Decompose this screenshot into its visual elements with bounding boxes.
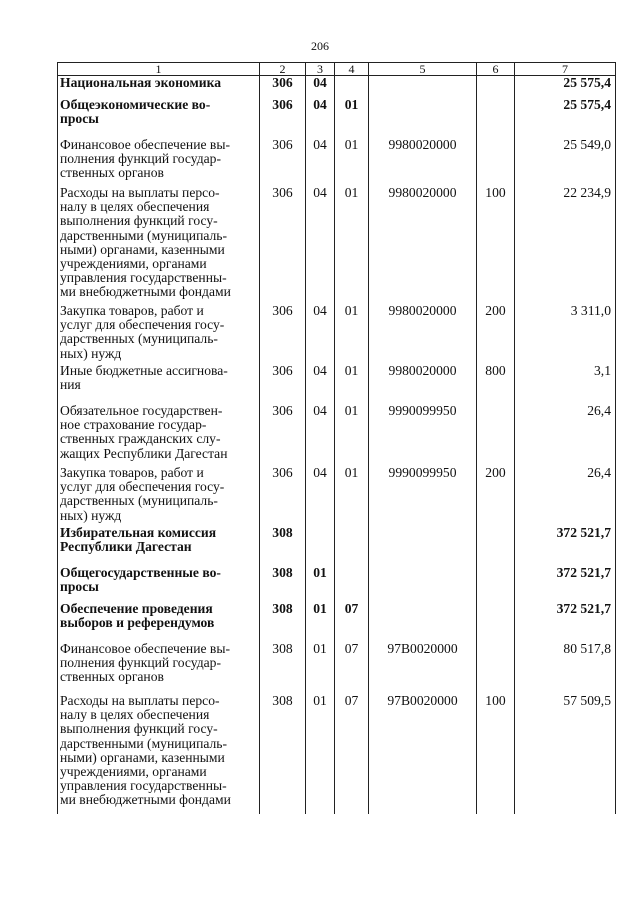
cell-expense-type: 100 — [477, 694, 515, 814]
cell-amount: 80 517,8 — [515, 642, 616, 694]
cell-name: Обязательное государствен- ное страхование государ- ственных гражданских слу- жащих Республики Дагестан — [58, 404, 260, 466]
cell-amount: 25 575,4 — [515, 76, 616, 99]
cell-expense-type — [477, 404, 515, 466]
header-col-2: 2 — [260, 63, 306, 76]
cell-subsection — [335, 526, 369, 566]
table-row — [58, 466, 616, 526]
cell-section — [306, 526, 335, 566]
budget-table — [57, 62, 616, 814]
cell-amount: 26,4 — [515, 466, 616, 526]
cell-section: 04 — [306, 186, 335, 304]
header-col-1: 1 — [58, 63, 260, 76]
cell-amount: 22 234,9 — [515, 186, 616, 304]
cell-subsection: 07 — [335, 642, 369, 694]
cell-expense-type — [477, 602, 515, 642]
cell-expense-type — [477, 98, 515, 138]
cell-section: 04 — [306, 404, 335, 466]
cell-amount: 26,4 — [515, 404, 616, 466]
cell-expense-type — [477, 76, 515, 99]
cell-name: Закупка товаров, работ и услуг для обеспечения госу- дарственных (муниципаль- ных) нужд — [58, 304, 260, 364]
cell-amount: 57 509,5 — [515, 694, 616, 814]
cell-amount: 372 521,7 — [515, 566, 616, 602]
cell-administrator: 308 — [260, 526, 306, 566]
cell-amount: 372 521,7 — [515, 602, 616, 642]
cell-administrator: 306 — [260, 138, 306, 186]
cell-subsection: 07 — [335, 694, 369, 814]
cell-name: Расходы на выплаты персо- налу в целях обеспечения выполнения функций госу- дарственными (муниципаль- ными) органами, казенными учреждениями, органами управления государственны- ми внебюджетными фондами — [58, 186, 260, 304]
cell-amount: 372 521,7 — [515, 526, 616, 566]
table-row — [58, 642, 616, 694]
cell-section: 01 — [306, 642, 335, 694]
cell-target-article: 9980020000 — [369, 186, 477, 304]
table-row — [58, 304, 616, 364]
cell-subsection — [335, 566, 369, 602]
cell-administrator: 306 — [260, 304, 306, 364]
cell-subsection: 01 — [335, 304, 369, 364]
cell-name: Закупка товаров, работ и услуг для обеспечения госу- дарственных (муниципаль- ных) нужд — [58, 466, 260, 526]
cell-expense-type: 800 — [477, 364, 515, 404]
cell-administrator: 308 — [260, 642, 306, 694]
table-row — [58, 404, 616, 466]
cell-administrator: 308 — [260, 566, 306, 602]
cell-section: 04 — [306, 76, 335, 99]
table-row — [58, 76, 616, 99]
cell-administrator: 306 — [260, 466, 306, 526]
cell-subsection: 01 — [335, 138, 369, 186]
cell-amount: 3 311,0 — [515, 304, 616, 364]
header-col-7: 7 — [515, 63, 616, 76]
cell-name: Финансовое обеспечение вы- полнения функций государ- ственных органов — [58, 138, 260, 186]
cell-amount: 25 549,0 — [515, 138, 616, 186]
cell-name: Финансовое обеспечение вы- полнения функций государ- ственных органов — [58, 642, 260, 694]
cell-administrator: 308 — [260, 694, 306, 814]
cell-target-article: 9980020000 — [369, 304, 477, 364]
cell-expense-type — [477, 642, 515, 694]
cell-section: 04 — [306, 304, 335, 364]
cell-expense-type — [477, 526, 515, 566]
table-row — [58, 566, 616, 602]
cell-expense-type: 200 — [477, 304, 515, 364]
table-row — [58, 526, 616, 566]
header-col-3: 3 — [306, 63, 335, 76]
cell-target-article — [369, 566, 477, 602]
table-row — [58, 694, 616, 814]
cell-name: Обеспечение проведения выборов и референдумов — [58, 602, 260, 642]
cell-target-article — [369, 526, 477, 566]
cell-target-article — [369, 98, 477, 138]
page-number: 206 — [311, 39, 329, 53]
cell-administrator: 306 — [260, 98, 306, 138]
cell-target-article — [369, 602, 477, 642]
cell-target-article: 9990099950 — [369, 404, 477, 466]
cell-target-article: 97В0020000 — [369, 642, 477, 694]
cell-subsection — [335, 76, 369, 99]
cell-administrator: 306 — [260, 76, 306, 99]
cell-amount: 3,1 — [515, 364, 616, 404]
cell-section: 04 — [306, 466, 335, 526]
cell-name: Иные бюджетные ассигнова- ния — [58, 364, 260, 404]
cell-target-article: 9980020000 — [369, 364, 477, 404]
header-col-5: 5 — [369, 63, 477, 76]
cell-target-article: 97В0020000 — [369, 694, 477, 814]
cell-administrator: 306 — [260, 364, 306, 404]
cell-name: Общегосударственные во- просы — [58, 566, 260, 602]
cell-section: 01 — [306, 566, 335, 602]
cell-section: 01 — [306, 602, 335, 642]
cell-subsection: 07 — [335, 602, 369, 642]
table-row — [58, 602, 616, 642]
cell-name: Избирательная комиссия Республики Дагестан — [58, 526, 260, 566]
cell-subsection: 01 — [335, 98, 369, 138]
table-row — [58, 186, 616, 304]
cell-section: 01 — [306, 694, 335, 814]
table-row — [58, 138, 616, 186]
table-row — [58, 98, 616, 138]
cell-expense-type: 100 — [477, 186, 515, 304]
cell-name: Национальная экономика — [58, 76, 260, 99]
cell-name: Общеэкономические во- просы — [58, 98, 260, 138]
cell-amount: 25 575,4 — [515, 98, 616, 138]
cell-name: Расходы на выплаты персо- налу в целях обеспечения выполнения функций госу- дарственными (муниципаль- ными) органами, казенными учреждениями, органами управления государственны- ми внебюджетными фондами — [58, 694, 260, 814]
header-col-6: 6 — [477, 63, 515, 76]
cell-expense-type — [477, 138, 515, 186]
cell-subsection: 01 — [335, 466, 369, 526]
cell-section: 04 — [306, 364, 335, 404]
cell-expense-type — [477, 566, 515, 602]
table-header-row — [58, 63, 616, 76]
cell-subsection: 01 — [335, 364, 369, 404]
cell-expense-type: 200 — [477, 466, 515, 526]
cell-administrator: 306 — [260, 404, 306, 466]
cell-administrator: 308 — [260, 602, 306, 642]
cell-administrator: 306 — [260, 186, 306, 304]
cell-section: 04 — [306, 98, 335, 138]
header-col-4: 4 — [335, 63, 369, 76]
table-row — [58, 364, 616, 404]
cell-subsection: 01 — [335, 186, 369, 304]
cell-section: 04 — [306, 138, 335, 186]
cell-target-article — [369, 76, 477, 99]
cell-target-article: 9990099950 — [369, 466, 477, 526]
cell-subsection: 01 — [335, 404, 369, 466]
cell-target-article: 9980020000 — [369, 138, 477, 186]
